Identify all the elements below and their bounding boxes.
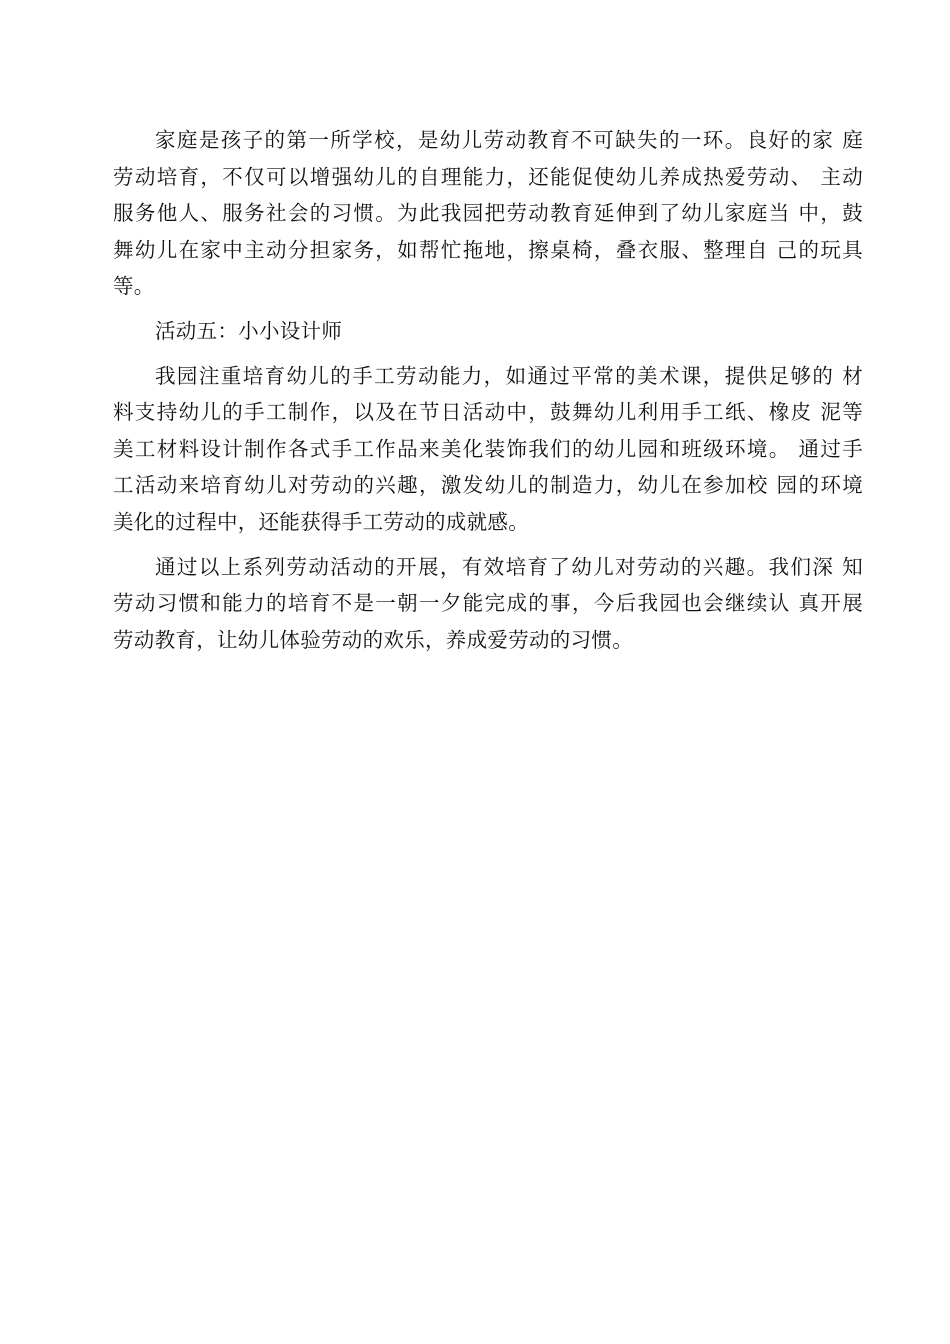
paragraph-line: 家庭是孩子的第一所学校，是幼儿劳动教育不可缺失的一环。良好的家 庭 [155, 128, 863, 152]
paragraph-line: 美工材料设计制作各式手工作品来美化装饰我们的幼儿园和班级环境。 通过手 [113, 436, 863, 461]
paragraph-line: 料支持幼儿的手工制作，以及在节日活动中，鼓舞幼儿利用手工纸、橡皮 泥等 [113, 400, 863, 425]
paragraph-line: 舞幼儿在家中主动分担家务，如帮忙拖地，擦桌椅，叠衣服、整理自 己的玩具 [113, 237, 863, 262]
paragraph-line: 服务他人、服务社会的习惯。为此我园把劳动教育延伸到了幼儿家庭当 中，鼓 [113, 201, 863, 226]
paragraph-line: 通过以上系列劳动活动的开展，有效培育了幼儿对劳动的兴趣。我们深 知 [155, 554, 863, 579]
paragraph-line: 我园注重培育幼儿的手工劳动能力，如通过平常的美术课，提供足够的 材 [155, 363, 863, 388]
paragraph-conclusion [113, 549, 863, 659]
paragraph-line: 等。 [113, 274, 155, 299]
paragraph-handcraft [113, 358, 863, 541]
paragraph-line: 美化的过程中，还能获得手工劳动的成就感。 [113, 509, 529, 534]
paragraph-line: 劳动习惯和能力的培育不是一朝一夕能完成的事，今后我园也会继续认 真开展 [113, 591, 863, 616]
section-heading-activity-five: 活动五：小小设计师 [155, 318, 343, 343]
document-body [113, 122, 863, 658]
paragraph-line: 劳动培育，不仅可以增强幼儿的自理能力，还能促使幼儿养成热爱劳动、 主动 [113, 164, 863, 189]
paragraph-family-labor [113, 122, 863, 305]
paragraph-line: 劳动教育，让幼儿体验劳动的欢乐，养成爱劳动的习惯。 [113, 627, 633, 652]
paragraph-line: 工活动来培育幼儿对劳动的兴趣，激发幼儿的制造力，幼儿在参加校 园的环境 [113, 473, 863, 498]
